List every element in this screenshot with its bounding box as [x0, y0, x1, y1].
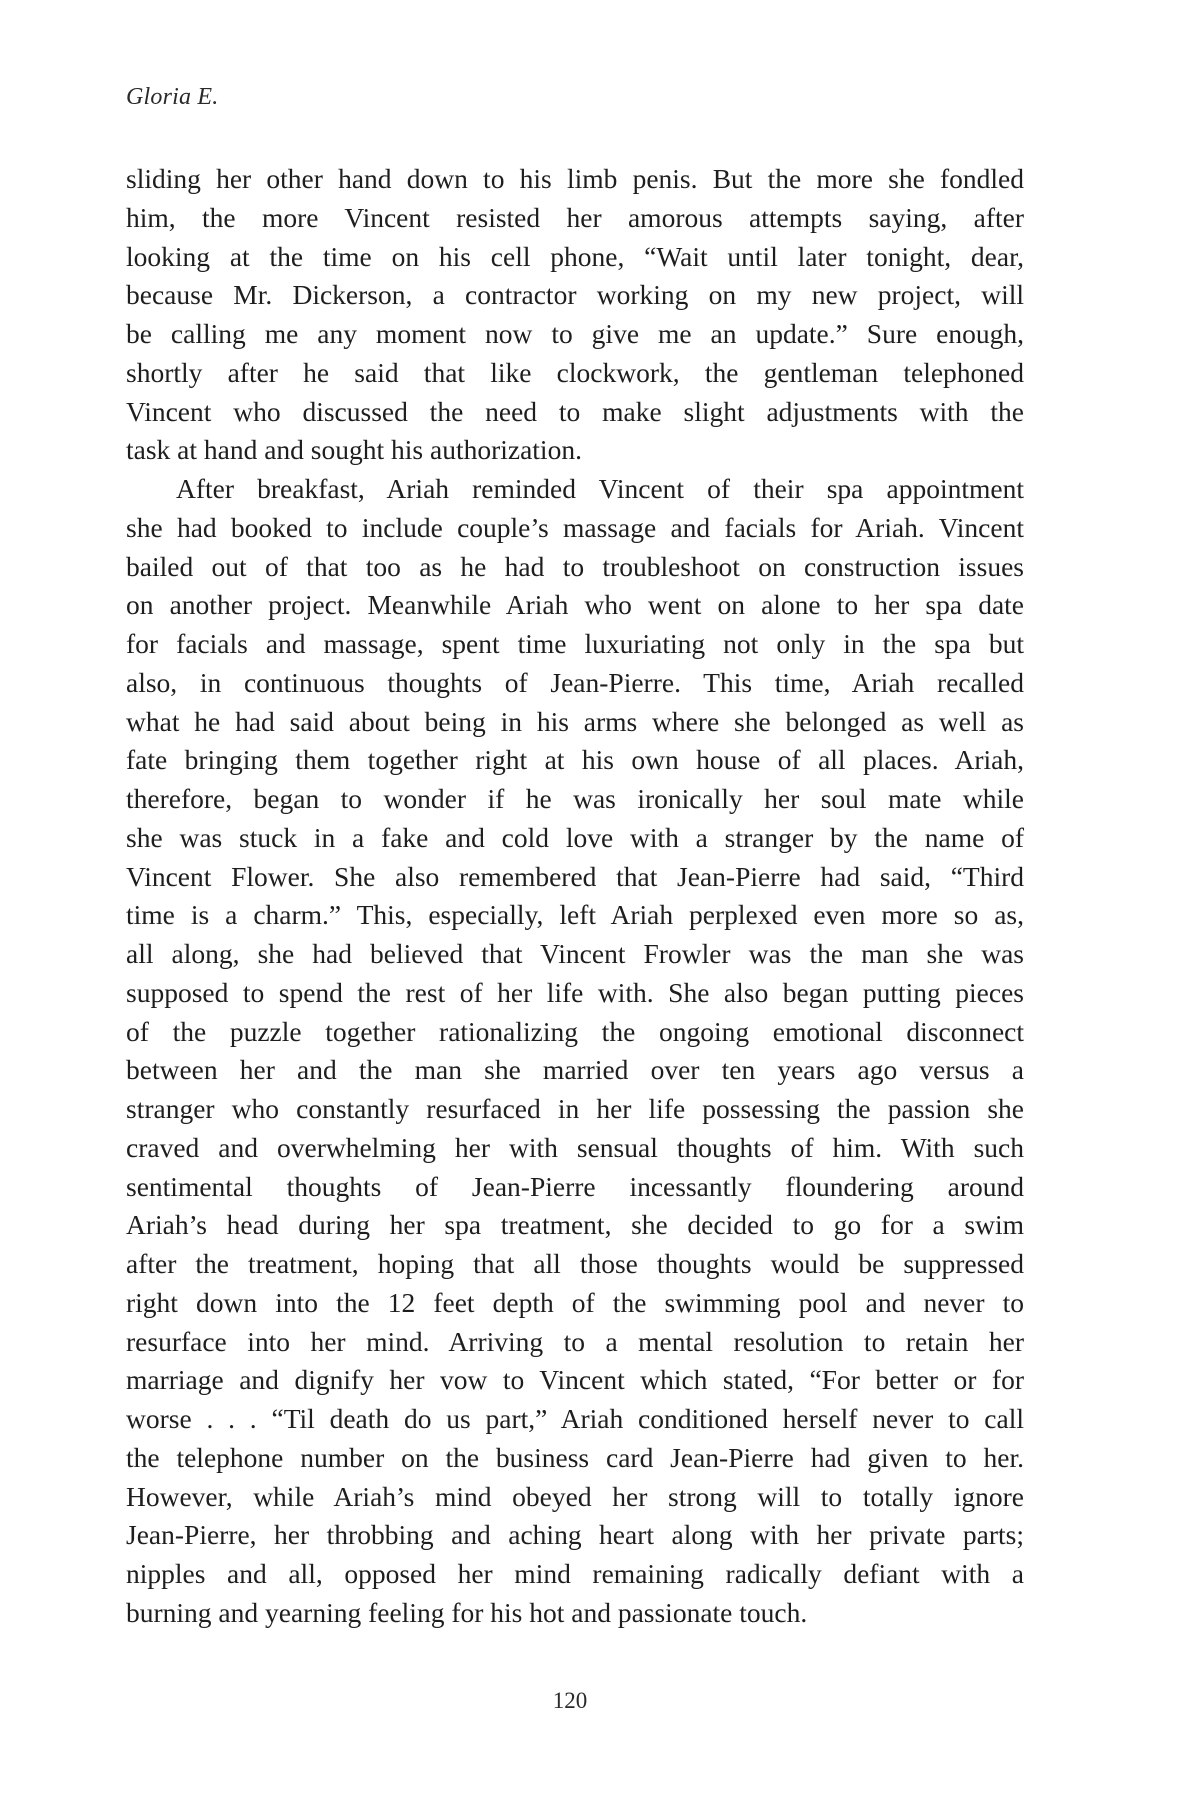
text-line: right down into the 12 feet depth of the swimming pool and never to — [126, 1286, 1024, 1318]
text-line: after the treatment, hoping that all those thoughts would be suppressed — [126, 1248, 1024, 1279]
text-line: she was stuck in a fake and cold love with a stranger by the name of — [126, 821, 1024, 853]
text-line: stranger who constantly resurfaced in her life possessing the passion she — [126, 1093, 1024, 1124]
text-line: she had booked to include couple’s massage and facials for Ariah. Vincent — [126, 511, 1024, 543]
text-line: Vincent who discussed the need to make slight adjustments with the — [126, 395, 1024, 427]
text-line: worse . . . “Til death do us part,” Ariah conditioned herself never to call — [126, 1403, 1024, 1434]
text-line: Vincent Flower. She also remembered that Jean-Pierre had said, “Third — [126, 860, 1024, 892]
text-line: be calling me any moment now to give me an update.” Sure enough, — [126, 318, 1024, 349]
page-number: 120 — [552, 1688, 588, 1713]
text-line: Jean-Pierre, her throbbing and aching heart along with her private parts; — [126, 1519, 1024, 1551]
text-line: sliding her other hand down to his limb penis. But the more she fondled — [126, 163, 1024, 194]
text-line: the telephone number on the business card Jean-Pierre had given to her. — [126, 1441, 1024, 1473]
text-line: shortly after he said that like clockwork, the gentleman telephoned — [126, 356, 1024, 388]
body-text — [126, 160, 1024, 1633]
running-head-author: Gloria E. — [126, 84, 219, 110]
text-line: therefore, began to wonder if he was ironically her soul mate while — [126, 783, 1024, 814]
text-line: resurface into her mind. Arriving to a mental resolution to retain her — [126, 1325, 1024, 1357]
text-line: between her and the man she married over ten years ago versus a — [126, 1054, 1024, 1086]
paragraph-2 — [126, 470, 1024, 1633]
text-line: supposed to spend the rest of her life with. She also began putting pieces — [126, 976, 1024, 1008]
paragraph-1 — [126, 160, 1024, 470]
text-line: burning and yearning feeling for his hot and passionate touch. — [126, 1596, 808, 1628]
text-line: because Mr. Dickerson, a contractor working on my new project, will — [126, 279, 1024, 311]
text-line: also, in continuous thoughts of Jean-Pierre. This time, Ariah recalled — [126, 666, 1024, 698]
text-line: task at hand and sought his authorization. — [126, 434, 582, 466]
text-line: time is a charm.” This, especially, left Ariah perplexed even more so as, — [126, 899, 1024, 931]
text-line: all along, she had believed that Vincent Frowler was the man she was — [126, 938, 1024, 969]
text-line: for facials and massage, spent time luxuriating not only in the spa but — [126, 628, 1024, 659]
text-line: nipples and all, opposed her mind remaining radically defiant with a — [126, 1558, 1024, 1589]
text-line: Ariah’s head during her spa treatment, she decided to go for a swim — [126, 1209, 1024, 1241]
text-line: on another project. Meanwhile Ariah who went on alone to her spa date — [126, 589, 1024, 621]
text-line: him, the more Vincent resisted her amorous attempts saying, after — [126, 201, 1024, 233]
text-line: After breakfast, Ariah reminded Vincent of their spa appointment — [176, 473, 1024, 504]
text-line: what he had said about being in his arms where she belonged as well as — [126, 705, 1024, 737]
text-line: marriage and dignify her vow to Vincent which stated, “For better or for — [126, 1364, 1024, 1396]
text-line: craved and overwhelming her with sensual thoughts of him. With such — [126, 1131, 1024, 1163]
text-line: bailed out of that too as he had to troubleshoot on construction issues — [126, 550, 1024, 582]
text-line: fate bringing them together right at his own house of all places. Ariah, — [126, 744, 1024, 776]
text-line: looking at the time on his cell phone, “Wait until later tonight, dear, — [126, 240, 1024, 272]
text-line: However, while Ariah’s mind obeyed her strong will to totally ignore — [126, 1480, 1024, 1512]
text-line: of the puzzle together rationalizing the ongoing emotional disconnect — [126, 1015, 1024, 1047]
text-line: sentimental thoughts of Jean-Pierre incessantly floundering around — [126, 1170, 1024, 1202]
